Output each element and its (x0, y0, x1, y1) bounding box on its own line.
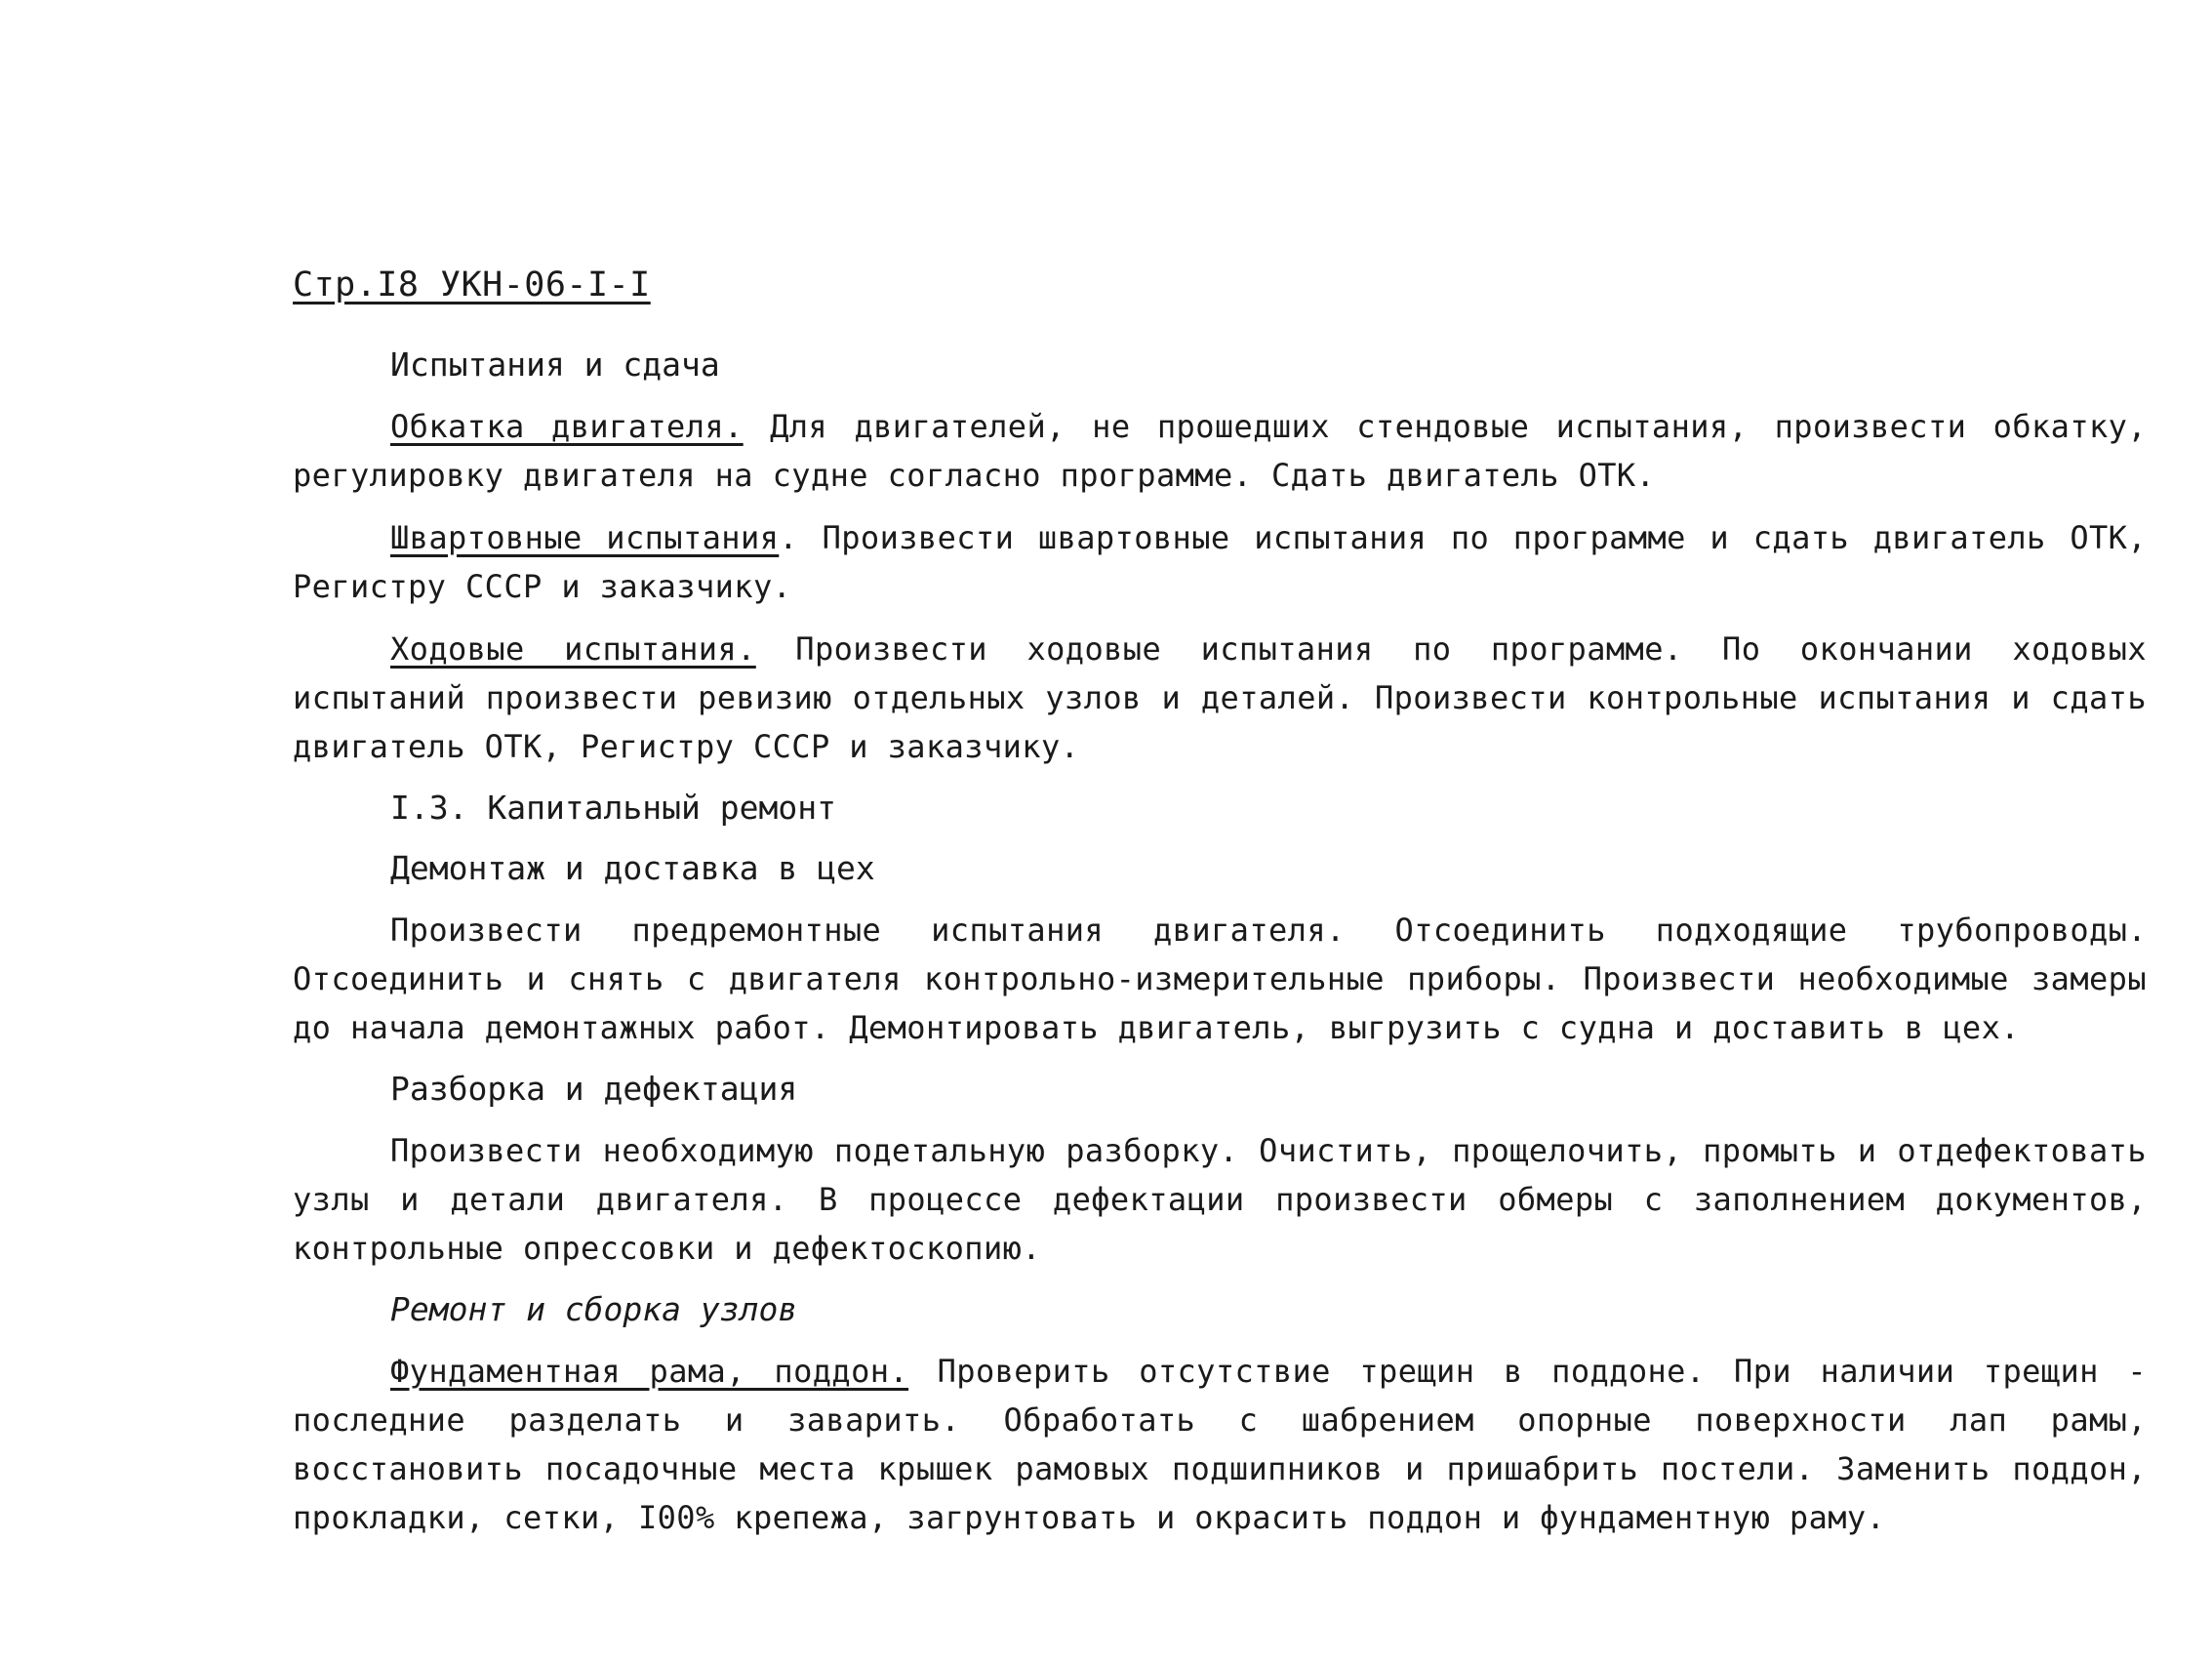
paragraph-lead: Швартовные испытания (390, 519, 780, 556)
page-header-text: Стр.I8 УКН-06-I-I (293, 265, 651, 304)
paragraph-break-in (293, 402, 2147, 500)
paragraph-body: Для двигателей, не прошедших стендовые испытания, произвести обкатку, регулировку двигателя на судне согласно программе. Сдать двигатель ОТК. (293, 408, 2148, 494)
section-heading-repair: Ремонт и сборка узлов (390, 1290, 798, 1328)
section-heading-overhaul: I.3. Капитальный ремонт (390, 789, 836, 827)
paragraph-lead: Фундаментная рама, поддон. (390, 1353, 909, 1390)
document-page (293, 262, 2147, 1556)
page-header (293, 262, 2147, 308)
section-heading-tests: Испытания и сдача (390, 345, 720, 384)
paragraph-lead: Ходовые испытания. (390, 630, 756, 668)
paragraph-body: . Произвести швартовные испытания по программе и сдать двигатель ОТК, Регистру СССР и заказчику. (293, 519, 2147, 605)
paragraph-body: Произвести предремонтные испытания двигателя. Отсоединить подходящие трубопроводы. Отсоединить и снять с двигателя контрольно-измерительные приборы. Произвести необходимые замеры до начала демонтажных работ. Демонтировать двигатель, выгрузить с судна и доставить в цех. (293, 912, 2147, 1046)
paragraph-sea-trials (293, 625, 2147, 771)
section-heading-disassembly: Разборка и дефектация (390, 1070, 798, 1108)
paragraph-body: Проверить отсутствие трещин в поддоне. При наличии трещин - последние разделать и заварить. Обработать с шабрением опорные поверхности лап рамы, восстановить посадочные места крышек рамовых подшипников и пришабрить постели. Заменить поддон, прокладки, сетки, I00% крепежа, загрунтовать и окрасить поддон и фундаментную раму. (293, 1353, 2148, 1536)
paragraph-disassembly (293, 1126, 2147, 1273)
paragraph-dismantling (293, 906, 2147, 1052)
paragraph-body: Произвести ходовые испытания по программе. По окончании ходовых испытаний произвести ревизию отдельных узлов и деталей. Произвести контрольные испытания и сдать двигатель ОТК, Регистру СССР и заказчику. (293, 630, 2147, 765)
paragraph-mooring-tests (293, 513, 2147, 611)
section-heading-dismantling: Демонтаж и доставка в цех (390, 849, 875, 887)
paragraph-bedplate (293, 1347, 2147, 1542)
paragraph-body: Произвести необходимую подетальную разборку. Очистить, прощелочить, промыть и отдефектовать узлы и детали двигателя. В процессе дефектации произвести обмеры с заполнением документов, контрольные опрессовки и дефектоскопию. (293, 1132, 2147, 1267)
paragraph-lead: Обкатка двигателя. (390, 408, 744, 445)
